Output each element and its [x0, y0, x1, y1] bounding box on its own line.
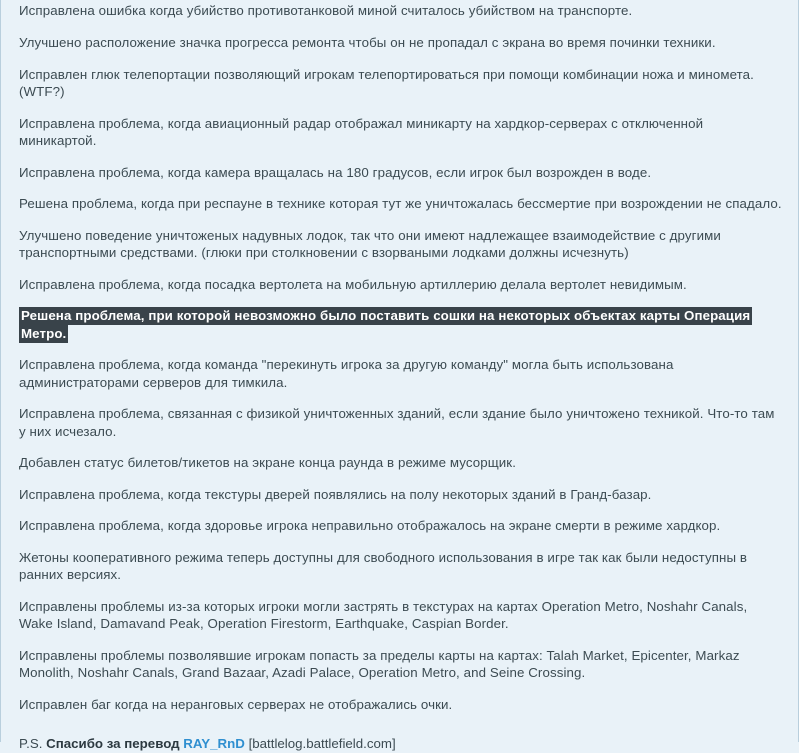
list-item: [19, 227, 782, 262]
paragraph-text: Исправлена проблема, когда авиационный радар отображал миникарту на хардкор-серверах с отключенной миникартой.: [19, 115, 704, 148]
list-item: [19, 34, 782, 52]
signature-thanks: Спасибо за перевод: [46, 736, 184, 751]
signature-source: [battlelog.battlefield.com]: [244, 736, 396, 751]
paragraph-text: Исправлен глюк телепортации позволяющий игрокам телепортироваться при помощи комбинации ножа и миномета.(WTF?): [19, 66, 754, 99]
list-item-highlighted: [19, 307, 782, 342]
paragraph-text: Исправлена проблема, когда текстуры дверей появлялись на полу некоторых зданий в Гранд-базар.: [19, 486, 652, 502]
translator-link[interactable]: RAY_RnD: [183, 736, 245, 751]
list-item: [19, 549, 782, 584]
list-item: [19, 115, 782, 150]
list-item: [19, 454, 782, 472]
signature-line: [19, 735, 782, 753]
list-item: [19, 356, 782, 391]
list-item: [19, 486, 782, 504]
changelog-content: [1, 0, 798, 753]
paragraph-text: Жетоны кооперативного режима теперь доступны для свободного использования в игре так как были недоступны в ранних версиях.: [19, 549, 748, 582]
paragraph-text: Исправлена ошибка когда убийство противотанковой миной считалось убийством на транспорте.: [19, 3, 633, 18]
list-item: [19, 195, 782, 213]
paragraph-text: Исправлена проблема, когда здоровье игрока неправильно отображалось на экране смерти в режиме хардкор.: [19, 518, 721, 533]
list-item: [19, 405, 782, 440]
paragraph-text: Исправлена проблема, когда посадка вертолета на мобильную артиллерию делала вертолет невидимым.: [19, 276, 687, 292]
list-item: [19, 66, 782, 101]
paragraph-text-selected: Решена проблема, при которой невозможно было поставить сошки на некоторых объектах карты Операция Метро.: [21, 308, 751, 341]
signature-prefix: P.S.: [19, 736, 47, 751]
list-item: [19, 0, 782, 20]
paragraph-text: Исправлена проблема, когда команда "перекинуть игрока за другую команду" могла быть использована администраторами серверов для тимкила.: [19, 357, 674, 390]
paragraph-text: Исправлена проблема, когда камера вращалась на 180 градусов, если игрок был возрожден в воде.: [19, 164, 652, 180]
list-item: [19, 647, 782, 682]
paragraph-text: Решена проблема, когда при респауне в технике которая тут же уничтожалась бессмертие при возрождении не спадало.: [19, 196, 782, 211]
paragraph-text: Исправлены проблемы из-за которых игроки могли застрять в текстурах на картах Operation Metro, Noshahr Canals, Wake Island, Damavand Peak, Operation Firestorm, Earthquake, Caspian Border.: [19, 598, 748, 631]
list-item: [19, 696, 782, 714]
paragraph-text: Улучшено поведение уничтоженых надувных лодок, так что они имеют надлежащее взаимодействие с другими транспортными средствами. (глюки при столкновении с взорваными лодками должны исчезнуть): [19, 227, 721, 260]
paragraph-text: Добавлен статус билетов/тикетов на экране конца раунда в режиме мусорщик.: [19, 455, 517, 470]
list-item: [19, 164, 782, 182]
paragraph-text: Исправлен баг когда на неранговых серверах не отображались очки.: [19, 696, 453, 712]
list-item: [19, 598, 782, 633]
paragraph-text: Исправлена проблема, связанная с физикой уничтоженных зданий, если здание было уничтожено техникой. Что-то там у них исчезало.: [19, 406, 775, 439]
list-item: [19, 517, 782, 535]
list-item: [19, 276, 782, 294]
paragraph-text: Исправлены проблемы позволявшие игрокам попасть за пределы карты на картах: Talah Market, Epicenter, Markaz Monolith, Noshahr Canals, Grand Bazaar, Azadi Palace, Operation Metro, and Seine Crossing.: [19, 647, 740, 680]
paragraph-text: Улучшено расположение значка прогресса ремонта чтобы он не пропадал с экрана во время починки техники.: [19, 35, 716, 50]
